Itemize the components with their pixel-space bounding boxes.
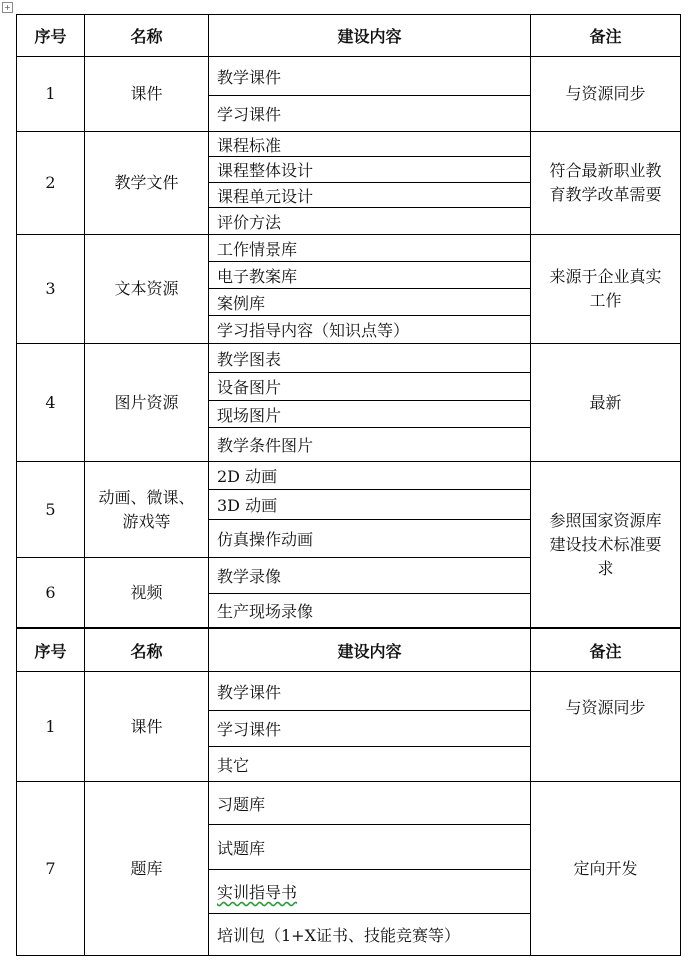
content-item: 教学录像 — [209, 558, 531, 594]
row-name: 图片资源 — [85, 344, 209, 462]
content-item: 教学课件 — [209, 57, 531, 96]
row-number: 5 — [17, 462, 85, 558]
row-note: 来源于企业真实工作 — [531, 235, 681, 344]
content-item: 教学课件 — [209, 672, 531, 711]
content-item: 课程整体设计 — [209, 157, 531, 183]
row-note: 最新 — [531, 344, 681, 462]
header-note: 备注 — [531, 15, 681, 57]
row-name: 动画、微课、游戏等 — [85, 462, 209, 558]
content-item: 评价方法 — [209, 208, 531, 235]
row-number: 6 — [17, 558, 85, 628]
content-item: 设备图片 — [209, 373, 531, 401]
content-item: 工作情景库 — [209, 235, 531, 262]
resource-table-1 — [16, 14, 681, 628]
content-item: 实训指导书 — [217, 883, 298, 902]
row-note: 与资源同步 — [531, 672, 681, 782]
row-number: 1 — [17, 57, 85, 132]
row-name: 文本资源 — [85, 235, 209, 344]
content-item: 课程标准 — [209, 132, 531, 157]
row-name: 视频 — [85, 558, 209, 628]
row-note-shared: 参照国家资源库建设技术标准要求 — [531, 462, 681, 628]
header-name: 名称 — [85, 15, 209, 57]
row-name: 课件 — [85, 57, 209, 132]
content-item: 教学条件图片 — [209, 428, 531, 462]
row-note: 符合最新职业教育教学改革需要 — [531, 132, 681, 235]
content-item-cell — [209, 870, 531, 914]
content-item: 电子教案库 — [209, 262, 531, 289]
content-item: 课程单元设计 — [209, 183, 531, 208]
row-name: 题库 — [85, 782, 209, 956]
header-content: 建设内容 — [209, 15, 531, 57]
content-item: 其它 — [209, 747, 531, 782]
row-note: 与资源同步 — [531, 57, 681, 132]
content-item: 教学图表 — [209, 344, 531, 373]
resource-table-2 — [16, 628, 681, 956]
content-item: 试题库 — [209, 825, 531, 870]
content-item: 学习课件 — [209, 711, 531, 747]
header-number: 序号 — [17, 15, 85, 57]
header-name: 名称 — [85, 629, 209, 672]
row-number: 1 — [17, 672, 85, 782]
content-item: 现场图片 — [209, 401, 531, 428]
header-number: 序号 — [17, 629, 85, 672]
row-name: 课件 — [85, 672, 209, 782]
header-content: 建设内容 — [209, 629, 531, 672]
content-item: 2D 动画 — [209, 462, 531, 490]
content-item: 3D 动画 — [209, 490, 531, 520]
row-note: 定向开发 — [531, 782, 681, 956]
content-item: 仿真操作动画 — [209, 520, 531, 558]
row-name: 教学文件 — [85, 132, 209, 235]
content-item: 培训包（1+X证书、技能竞赛等） — [209, 914, 531, 956]
header-note: 备注 — [531, 629, 681, 672]
row-number: 2 — [17, 132, 85, 235]
row-number: 7 — [17, 782, 85, 956]
content-item: 案例库 — [209, 289, 531, 316]
content-item: 学习课件 — [209, 96, 531, 132]
content-item: 习题库 — [209, 782, 531, 825]
content-item: 生产现场录像 — [209, 594, 531, 628]
row-number: 4 — [17, 344, 85, 462]
table-move-handle-icon[interactable]: + — [2, 2, 13, 13]
content-item: 学习指导内容（知识点等） — [209, 316, 531, 344]
row-number: 3 — [17, 235, 85, 344]
